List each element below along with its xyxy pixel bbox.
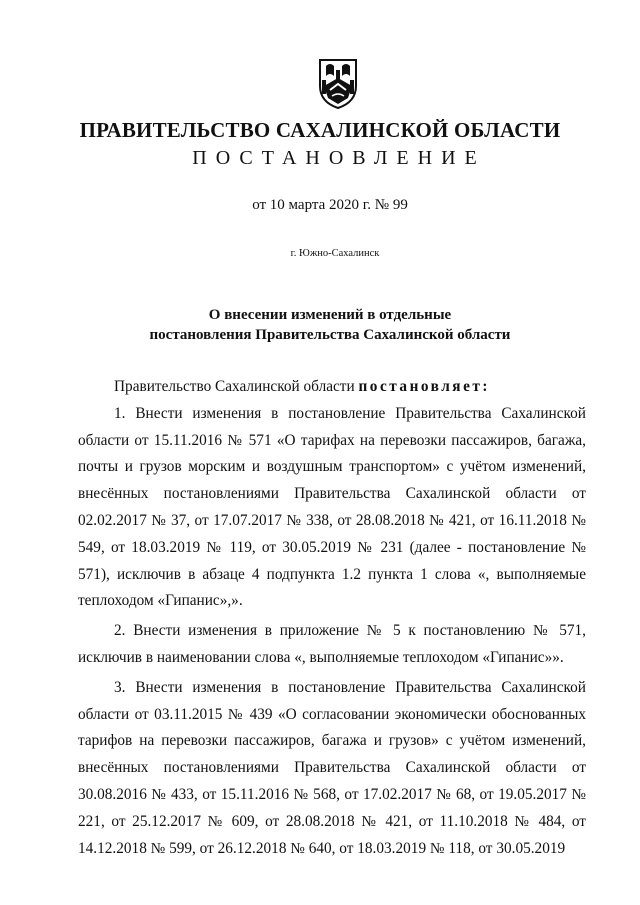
paragraph-item-3: 3. Внести изменения в постановление Правительства Сахалинской области от 03.11.2015 № 439 «О согласовании экономически обоснованных тарифов на перевозки пассажиров, багажа и грузов» с учётом изменений, внесённых постановлениями Правительства Сахалинской области от 30.08.2016 № 433, от 15.11.2016 № 568, от 17.02.2017 № 68, от 19.05.2017 № 221, от 25.12.2017 № 609, от 28.08.2018 № 421, от 11.10.2018 № 484, от 14.12.2018 № 599, от 26.12.2018 № 640, от 18.03.2019 № 118, от 30.05.2019 — [78, 678, 586, 857]
decree-body — [78, 374, 586, 862]
intro-prefix: Правительство Сахалинской области — [114, 378, 359, 395]
document-type: ПОСТАНОВЛЕНИЕ — [192, 147, 486, 169]
intro-paragraph — [78, 374, 586, 401]
decree-subject — [0, 305, 640, 345]
subject-line-2: постановления Правительства Сахалинской области — [149, 327, 511, 343]
subject-line-1: О внесении изменений в отдельные — [208, 307, 452, 323]
paragraph-item-1: 1. Внести изменения в постановление Правительства Сахалинской области от 15.11.2016 № 571 «О тарифах на перевозки пассажиров, багажа, почты и грузов морским и воздушным транспортом» с учётом изменений, внесённых постановлениями Правительства Сахалинской области от 02.02.2017 № 37, от 17.07.2017 № 338, от 28.08.2018 № 421, от 16.11.2018 № 549, от 18.03.2019 № 119, от 30.05.2019 № 231 (далее - постановление № 571), исключив в абзаце 4 подпункта 1.2 пункта 1 слова «, выполняемые теплоходом «Гипанис»,». — [78, 404, 586, 610]
decree-date-number: от 10 марта 2020 г. № 99 — [252, 197, 408, 213]
coat-of-arms-icon — [316, 56, 360, 110]
intro-decree-word: постановляет: — [358, 378, 490, 395]
paragraph-item-2: 2. Внести изменения в приложение № 5 к постановлению № 571, исключив в наименовании слова «, выполняемые теплоходом «Гипанис»». — [78, 622, 586, 666]
city-line: г. Южно-Сахалинск — [290, 248, 380, 259]
government-title: ПРАВИТЕЛЬСТВО САХАЛИНСКОЙ ОБЛАСТИ — [79, 118, 561, 142]
